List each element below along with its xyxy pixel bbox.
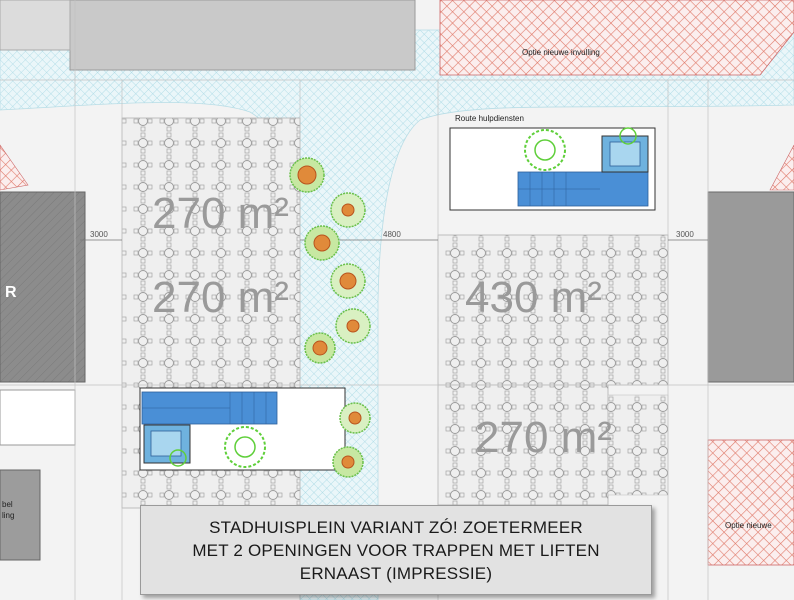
building-left-white <box>0 390 75 445</box>
caption-line-3: ERNAAST (IMPRESSIE) <box>299 563 493 583</box>
building-top <box>70 0 415 70</box>
dimension-left: 3000 <box>90 230 108 239</box>
tree-3 <box>305 226 339 260</box>
dimension-mid: 4800 <box>383 230 401 239</box>
area-label-se: 270 m² <box>475 413 612 462</box>
tree-2 <box>331 193 365 227</box>
tree-5 <box>336 309 370 343</box>
left-bottom-label-2: ling <box>2 511 15 520</box>
optie-area-bottom <box>708 440 794 565</box>
tree-4 <box>331 264 365 298</box>
terrace-east-extra <box>608 395 668 495</box>
caption-line-2: MET 2 OPENINGEN VOOR TRAPPEN MET LIFTEN <box>192 540 600 560</box>
optie-label-bottom: Optie nieuwe <box>725 521 772 530</box>
tree-7 <box>340 403 370 433</box>
tree-1 <box>290 158 324 192</box>
area-label-e: 430 m² <box>465 273 602 322</box>
opening-northeast <box>450 128 655 210</box>
building-left-letter: R <box>5 284 17 301</box>
caption-line-1: STADHUISPLEIN VARIANT ZÓ! ZOETERMEER <box>209 517 583 537</box>
route-label: Route hulpdiensten <box>455 114 524 123</box>
tree-8 <box>333 447 363 477</box>
optie-label-top: Optie nieuwe invulling <box>522 48 600 57</box>
dimension-right: 3000 <box>676 230 694 239</box>
building-right <box>708 192 794 382</box>
left-bottom-label-1: bel <box>2 500 13 509</box>
opening-southwest <box>140 388 345 470</box>
caption-box <box>140 505 652 595</box>
building-top-left <box>0 0 70 50</box>
area-label-nw: 270 m² <box>152 189 289 238</box>
optie-area-top <box>440 0 794 75</box>
tree-6 <box>305 333 335 363</box>
area-label-w: 270 m² <box>152 273 289 322</box>
